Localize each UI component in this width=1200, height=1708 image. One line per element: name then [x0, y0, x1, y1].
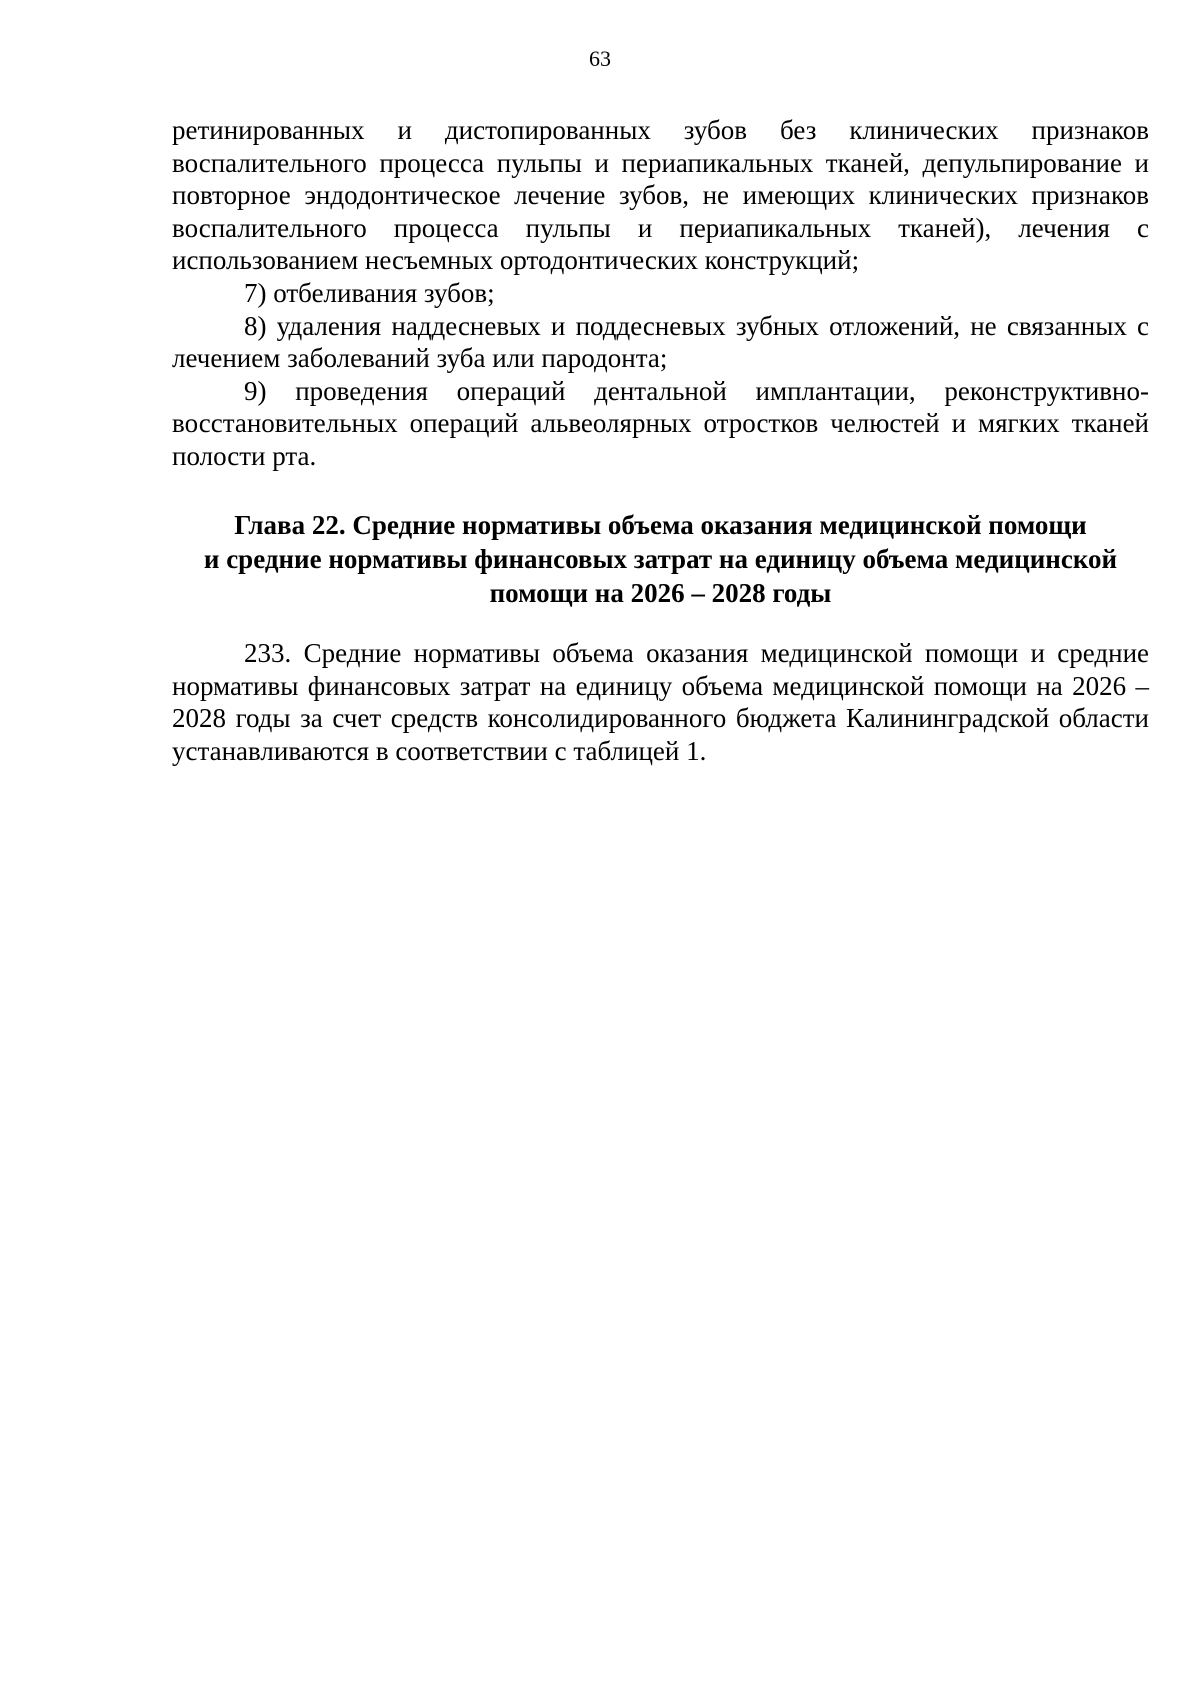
chapter-title-line-2: и средние нормативы финансовых затрат на единицу объема медицинской	[203, 544, 1118, 574]
body-text-top	[172, 114, 1149, 473]
paragraph-continuation: ретинированных и дистопированных зубов без клинических признаков воспалительного процесса пульпы и периапикальных тканей, депульпирование и повторное эндодонтическое лечение зубов, не имеющих клинических признаков воспалительного процесса пульпы и периапикальных тканей), лечения с использованием несъемных ортодонтических конструкций;	[172, 115, 1149, 276]
chapter-title-line-3: помощи на 2026 – 2028 годы	[489, 578, 832, 608]
page-number: 63	[589, 46, 611, 71]
list-item-9: 9) проведения операций дентальной имплантации, реконструктивно-восстановительных операций альвеолярных отростков челюстей и мягких тканей полости рта.	[172, 375, 1149, 471]
body-text-section-233	[172, 637, 1149, 767]
paragraph-233: 233. Средние нормативы объема оказания медицинской помощи и средние нормативы финансовых затрат на единицу объема медицинской помощи на 2026 – 2028 годы за счет средств консолидированного бюджета Калининградской области устанавливаются в соответствии с таблицей 1.	[172, 638, 1149, 766]
chapter-title-line-1: Глава 22. Средние нормативы объема оказания медицинской помощи	[234, 510, 1087, 540]
list-item-7: 7) отбеливания зубов;	[244, 277, 495, 308]
list-item-8: 8) удаления наддесневых и поддесневых зубных отложений, не связанных с лечением заболеваний зуба или пародонта;	[172, 310, 1149, 374]
chapter-title	[172, 508, 1149, 610]
